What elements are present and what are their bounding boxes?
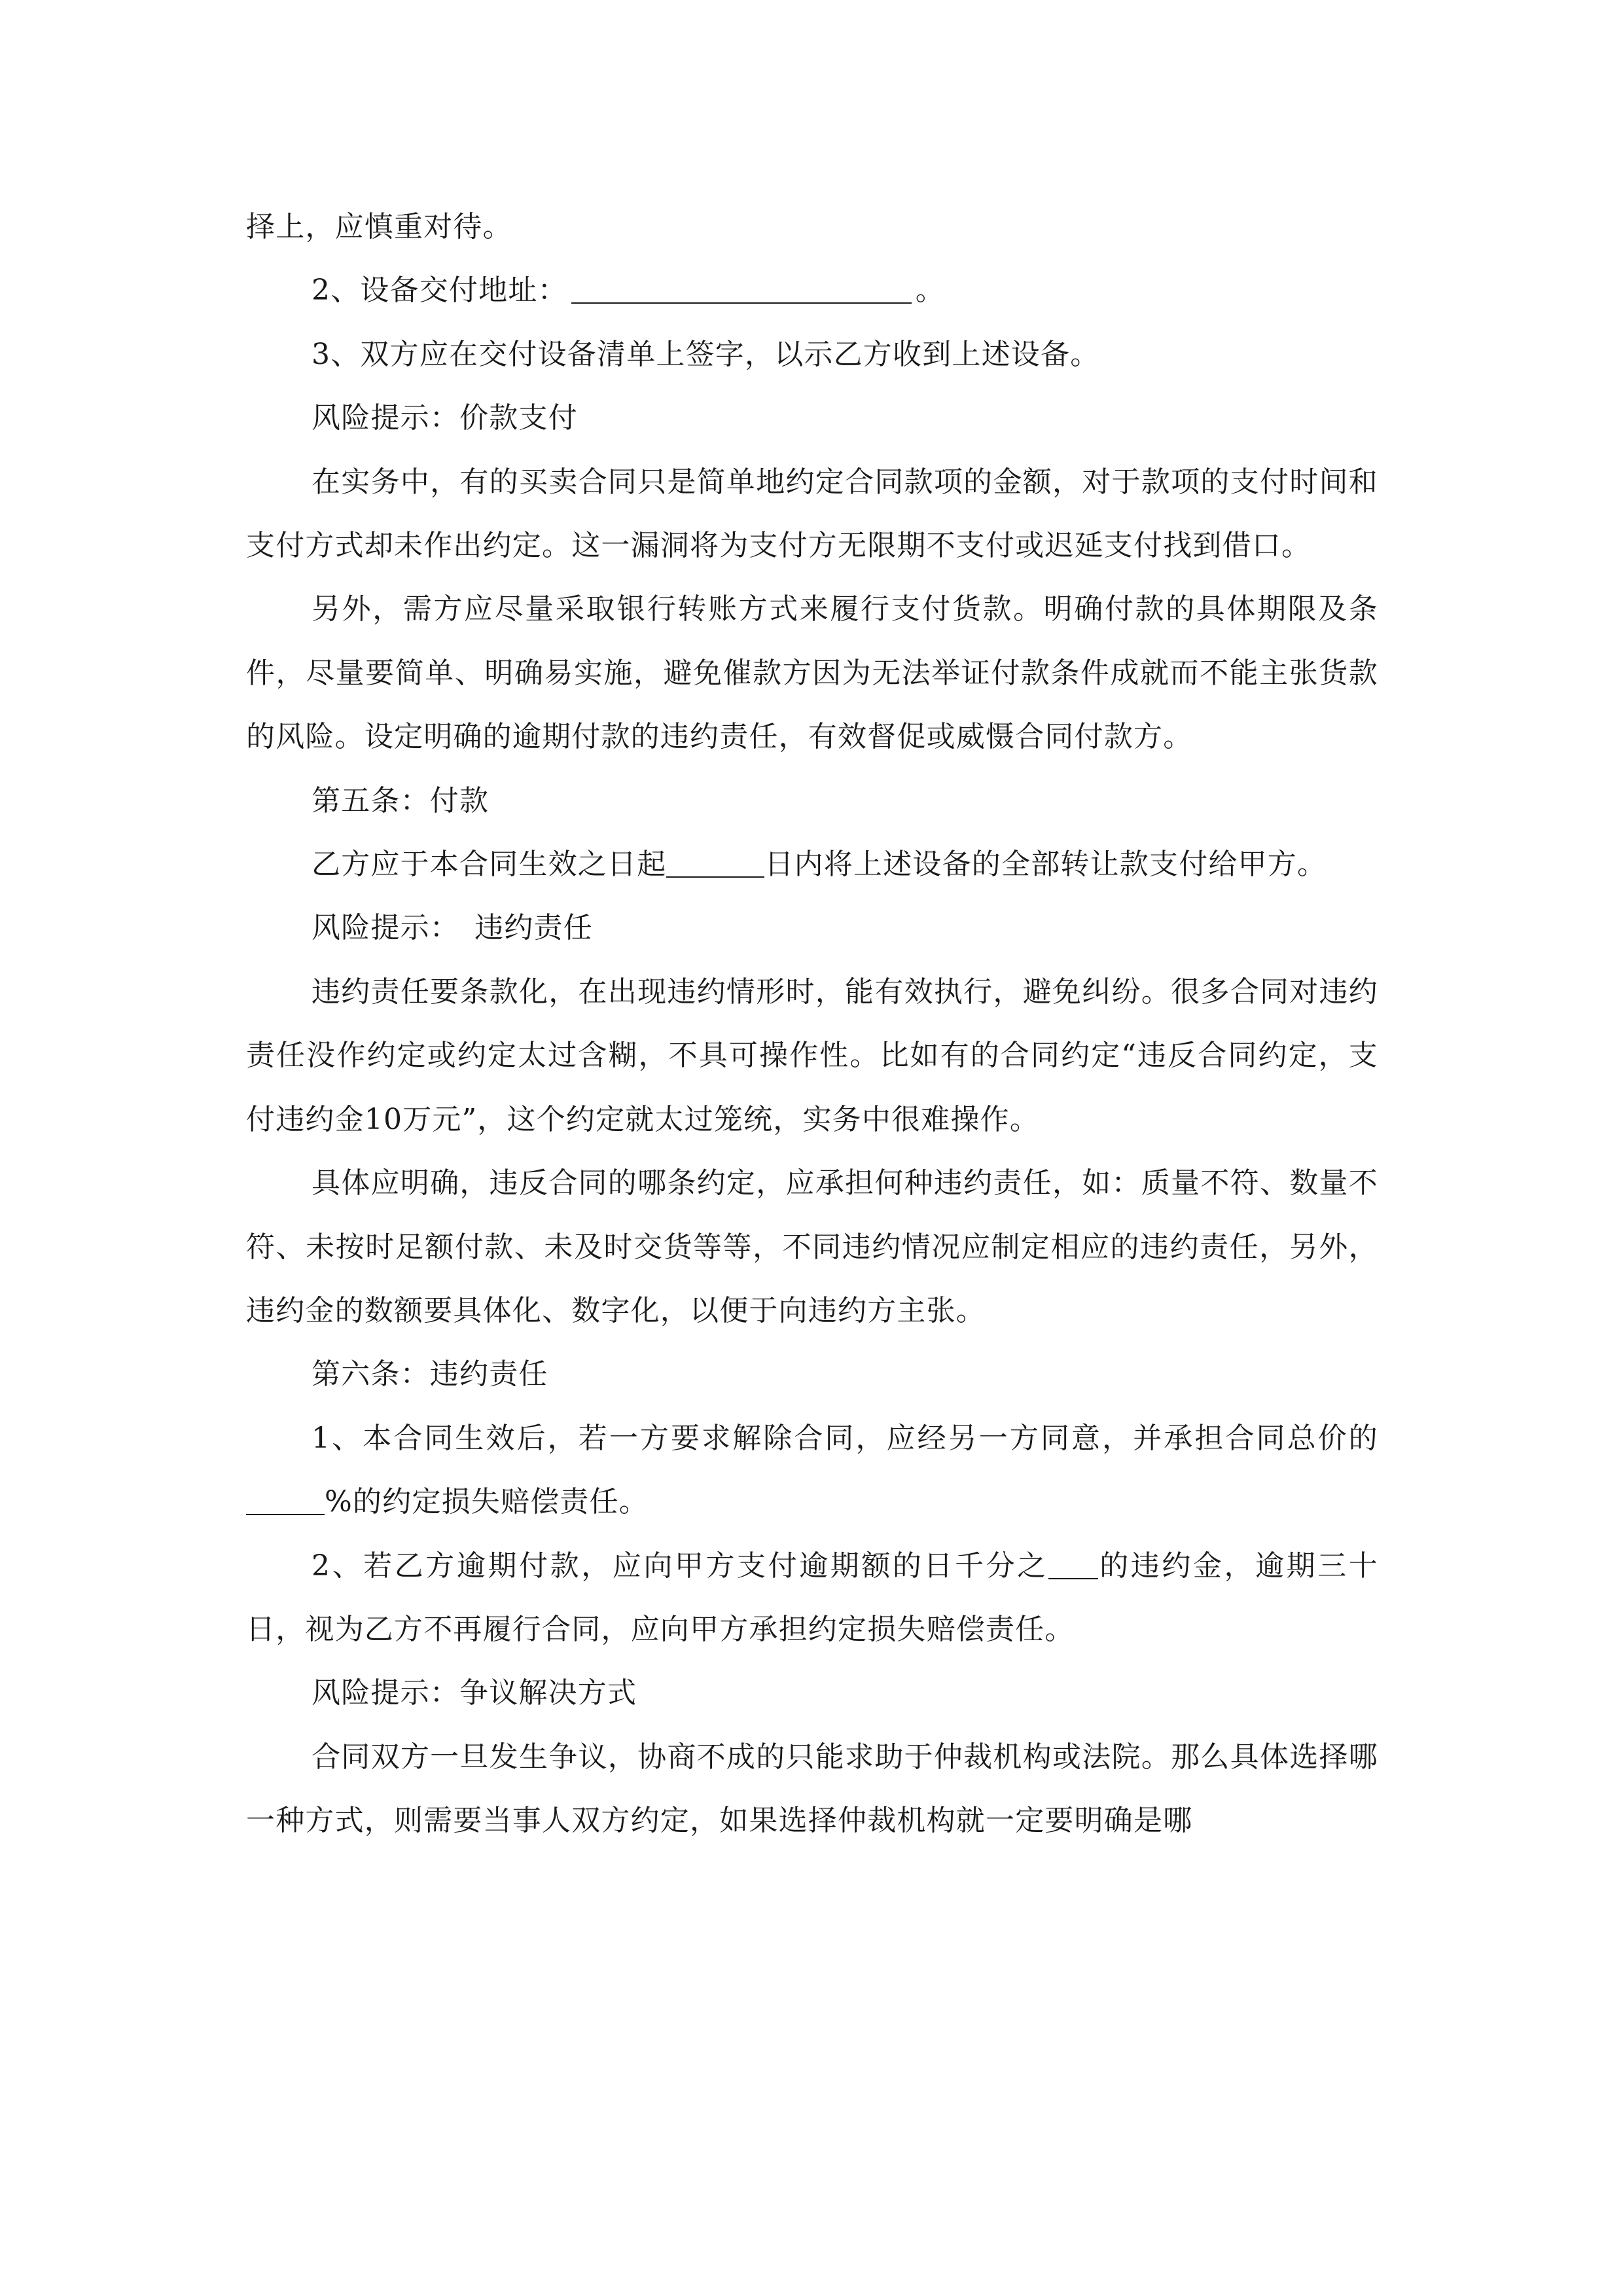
risk-payment-heading: 风险提示：价款支付 xyxy=(312,401,578,435)
article-5-heading: 第五条：付款 xyxy=(312,783,490,817)
damages-percent-blank[interactable] xyxy=(246,1488,325,1515)
risk-payment-paragraph-2: 另外，需方应尽量采取银行转账方式来履行支付货款。明确付款的具体期限及条件，尽量要简单、明确易实施，避免催款方因为无法举证付款条件成就而不能主张货款的风险。设定明确的逾期付款的违约责任，有效督促或威慑合同付款方。 xyxy=(246,592,1378,754)
delivery-address-label: 2、设备交付地址： xyxy=(312,274,567,308)
payment-days-blank[interactable] xyxy=(666,850,764,878)
article-6-heading: 第六条：违约责任 xyxy=(312,1357,548,1391)
article-5-paragraph xyxy=(246,833,1378,896)
risk-dispute-paragraph: 合同双方一旦发生争议，协商不成的只能求助于仲裁机构或法院。那么具体选择哪一种方式，则需要当事人双方约定，如果选择仲裁机构就一定要明确是哪 xyxy=(246,1740,1378,1838)
article-6-item-2-start: 2、若乙方逾期付款，应向甲方支付逾期额的日千分之 xyxy=(312,1549,1048,1583)
risk-breach-paragraph-1: 违约责任要条款化，在出现违约情形时，能有效执行，避免纠纷。很多合同对违约责任没作约定或约定太过含糊，不具可操作性。比如有的合同约定“违反合同约定，支付违约金10万元”，这个约定就太过笼统，实务中很难操作。 xyxy=(246,975,1378,1136)
penalty-rate-blank[interactable] xyxy=(1048,1552,1098,1579)
risk-breach-paragraph-2: 具体应明确，违反合同的哪条约定，应承担何种违约责任，如：质量不符、数量不符、未按时足额付款、未及时交货等等，不同违约情况应制定相应的违约责任，另外，违约金的数额要具体化、数字化，以便于向违约方主张。 xyxy=(246,1166,1378,1327)
sign-list-item: 3、双方应在交付设备清单上签字，以示乙方收到上述设备。 xyxy=(312,337,1100,371)
risk-breach-heading: 风险提示： 违约责任 xyxy=(312,911,593,945)
article-5-text-start: 乙方应于本合同生效之日起 xyxy=(312,848,667,882)
delivery-address-end: 。 xyxy=(915,274,945,308)
article-6-item-1-start: 1、本合同生效后，若一方要求解除合同，应经另一方同意，并承担合同总价的 xyxy=(312,1421,1378,1455)
continuation-paragraph: 择上，应慎重对待。 xyxy=(246,210,512,243)
article-6-item-2 xyxy=(246,1534,1378,1662)
article-6-item-1 xyxy=(246,1407,1378,1534)
delivery-address-item xyxy=(246,259,1378,322)
article-5-text-end: 日内将上述设备的全部转让款支付给甲方。 xyxy=(764,848,1327,882)
delivery-address-blank[interactable] xyxy=(571,276,912,304)
document-body xyxy=(246,195,1378,1853)
article-6-item-2-end: 的违约金，逾期三十日，视为乙方不再履行合同，应向甲方承担约定损失赔偿责任。 xyxy=(246,1549,1378,1646)
risk-payment-paragraph-1: 在实务中，有的买卖合同只是简单地约定合同款项的金额，对于款项的支付时间和支付方式却未作出约定。这一漏洞将为支付方无限期不支付或迟延支付找到借口。 xyxy=(246,465,1378,563)
article-6-item-1-end: %的约定损失赔偿责任。 xyxy=(325,1485,649,1519)
risk-dispute-heading: 风险提示：争议解决方式 xyxy=(312,1676,637,1710)
